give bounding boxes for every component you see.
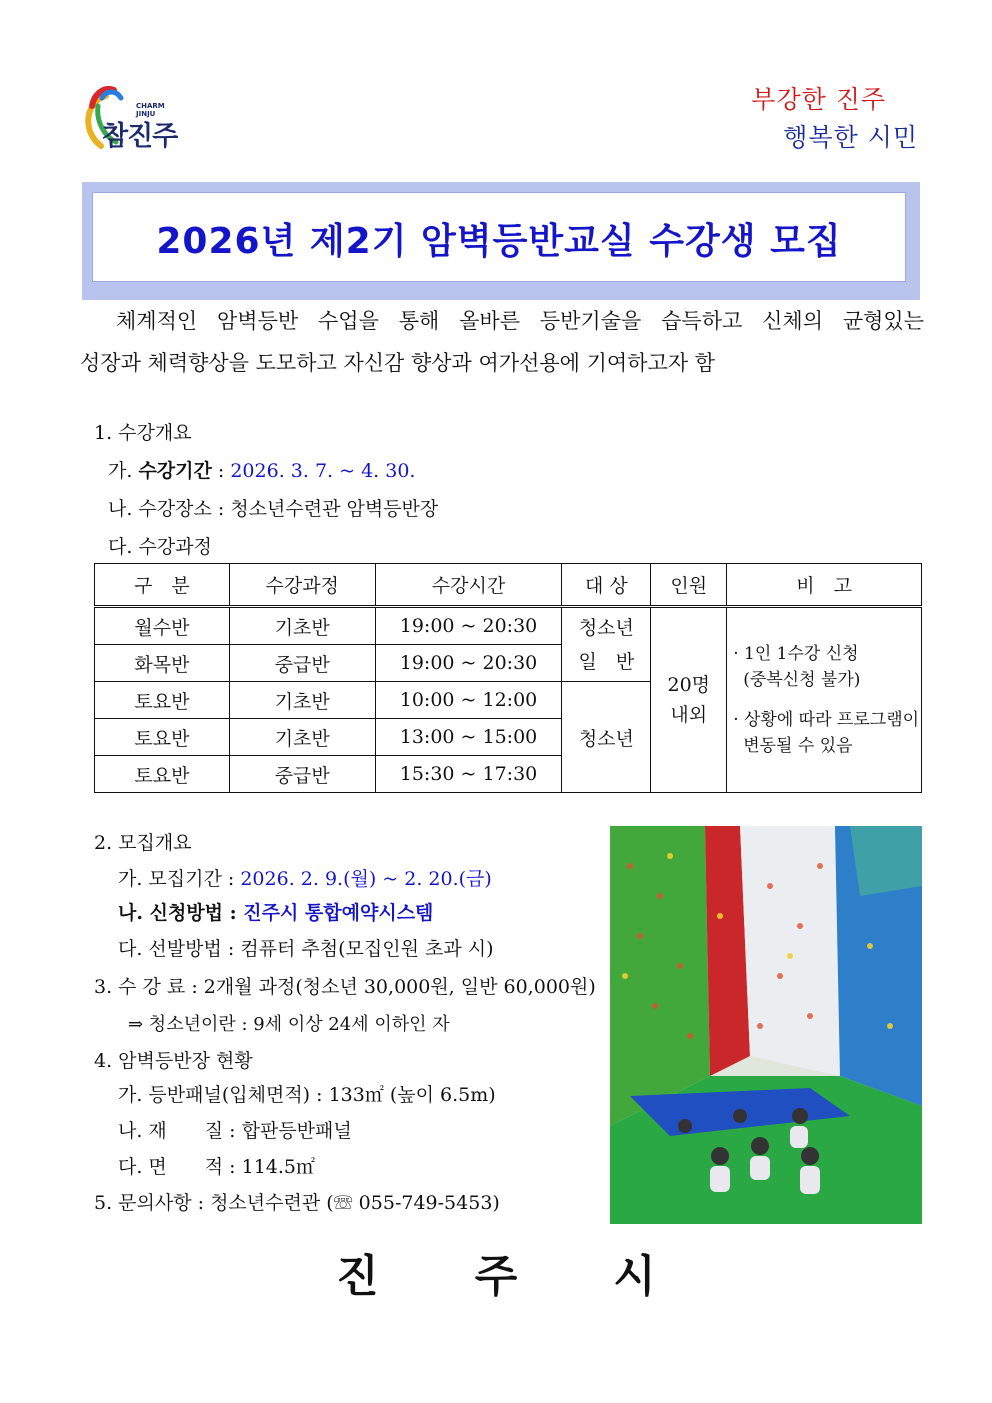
city-logo	[76, 76, 186, 156]
cell-target-2: 청소년	[562, 682, 651, 793]
table-row	[95, 607, 922, 645]
cell-target-1	[562, 607, 651, 682]
cell-time: 13:00 ~ 15:00	[375, 719, 562, 756]
period-sep: :	[211, 460, 231, 482]
period-label: 수강기간	[138, 460, 212, 482]
cell-course: 기초반	[229, 607, 375, 645]
header-time: 수강시간	[375, 564, 562, 607]
select-line: 다. 선발방법 : 컴퓨터 추첨(모집인원 초과 시)	[118, 938, 494, 960]
header-capacity: 인원	[651, 564, 727, 607]
capacity-approx: 내외	[670, 704, 708, 726]
cell-class: 토요반	[95, 756, 230, 793]
cell-class: 화목반	[95, 645, 230, 682]
cell-time: 19:00 ~ 20:30	[375, 645, 562, 682]
cell-course: 기초반	[229, 682, 375, 719]
area-line: 다. 면 적 : 114.5㎡	[118, 1156, 316, 1178]
title-box	[92, 192, 906, 282]
recruit-value: 2026. 2. 9.(월) ~ 2. 20.(금)	[240, 868, 492, 890]
note-2b: 변동될 수 있음	[743, 736, 853, 756]
header-target: 대 상	[562, 564, 651, 607]
note-1: · 1인 1수강 신청	[733, 644, 859, 664]
course-table	[94, 563, 922, 793]
period-value: 2026. 3. 7. ~ 4. 30.	[230, 460, 416, 482]
recruit-line	[118, 864, 492, 891]
intro-line2: 성장과 체력향상을 도모하고 자신감 향상과 여가선용에 기여하고자 함	[80, 351, 716, 375]
cell-course: 기초반	[229, 719, 375, 756]
section4-heading: 4. 암벽등반장 현황	[94, 1050, 253, 1072]
section2-heading: 2. 모집개요	[94, 832, 192, 854]
panel-line: 가. 등반패널(입체면적) : 133㎡ (높이 6.5m)	[118, 1084, 496, 1106]
note-2: · 상황에 따라 프로그램이	[733, 710, 920, 730]
logo-english: CHARM JINJU	[136, 102, 165, 118]
intro-paragraph	[80, 300, 924, 384]
table-header-row	[95, 564, 922, 607]
climbing-wall-photo	[610, 826, 922, 1224]
apply-label: 나. 신청방법 :	[118, 902, 244, 924]
cell-time: 10:00 ~ 12:00	[375, 682, 562, 719]
course-line: 다. 수강과정	[108, 536, 212, 558]
cell-time: 19:00 ~ 20:30	[375, 607, 562, 645]
period-prefix: 가.	[108, 460, 139, 482]
cell-class: 토요반	[95, 719, 230, 756]
note-1b: (중복신청 불가)	[743, 670, 861, 690]
cell-course: 중급반	[229, 645, 375, 682]
apply-line	[118, 898, 433, 925]
period-line	[108, 456, 415, 483]
header-note: 비 고	[727, 564, 922, 607]
cell-capacity	[651, 607, 727, 793]
footer-city-name: 진주시	[336, 1251, 752, 1302]
material-line: 나. 재 질 : 합판등반패널	[118, 1120, 352, 1142]
capacity-number: 20명	[667, 674, 711, 696]
climbing-wall-image	[610, 826, 922, 1224]
section1-heading: 1. 수강개요	[94, 422, 192, 444]
cell-course: 중급반	[229, 756, 375, 793]
contact-line: 5. 문의사항 : 청소년수련관 (☏ 055-749-5453)	[94, 1192, 500, 1214]
intro-line1: 체계적인 암벽등반 수업을 통해 올바른 등반기술을 습득하고 신체의 균형있는	[116, 309, 924, 333]
youth-def-line: ⇒ 청소년이란 : 9세 이상 24세 이하인 자	[128, 1014, 450, 1035]
cell-time: 15:30 ~ 17:30	[375, 756, 562, 793]
cell-class: 토요반	[95, 682, 230, 719]
target-youth: 청소년	[578, 616, 634, 639]
recruit-label: 가. 모집기간 :	[118, 868, 241, 890]
logo-korean: 참진주	[102, 121, 178, 152]
place-line: 나. 수강장소 : 청소년수련관 암벽등반장	[108, 498, 439, 520]
header-course: 수강과정	[229, 564, 375, 607]
slogan-line1: 부강한 진주	[751, 85, 886, 114]
apply-value: 진주시 통합예약시스템	[243, 902, 434, 924]
cell-class: 월수반	[95, 607, 230, 645]
slogan-line2: 행복한 시민	[783, 123, 918, 152]
target-general: 일 반	[578, 650, 635, 673]
page-title: 2026년 제2기 암벽등반교실 수강생 모집	[156, 221, 842, 262]
fee-line: 3. 수 강 료 : 2개월 과정(청소년 30,000원, 일반 60,000원)	[94, 976, 596, 998]
header-class: 구 분	[95, 564, 230, 607]
cell-note	[727, 607, 922, 793]
